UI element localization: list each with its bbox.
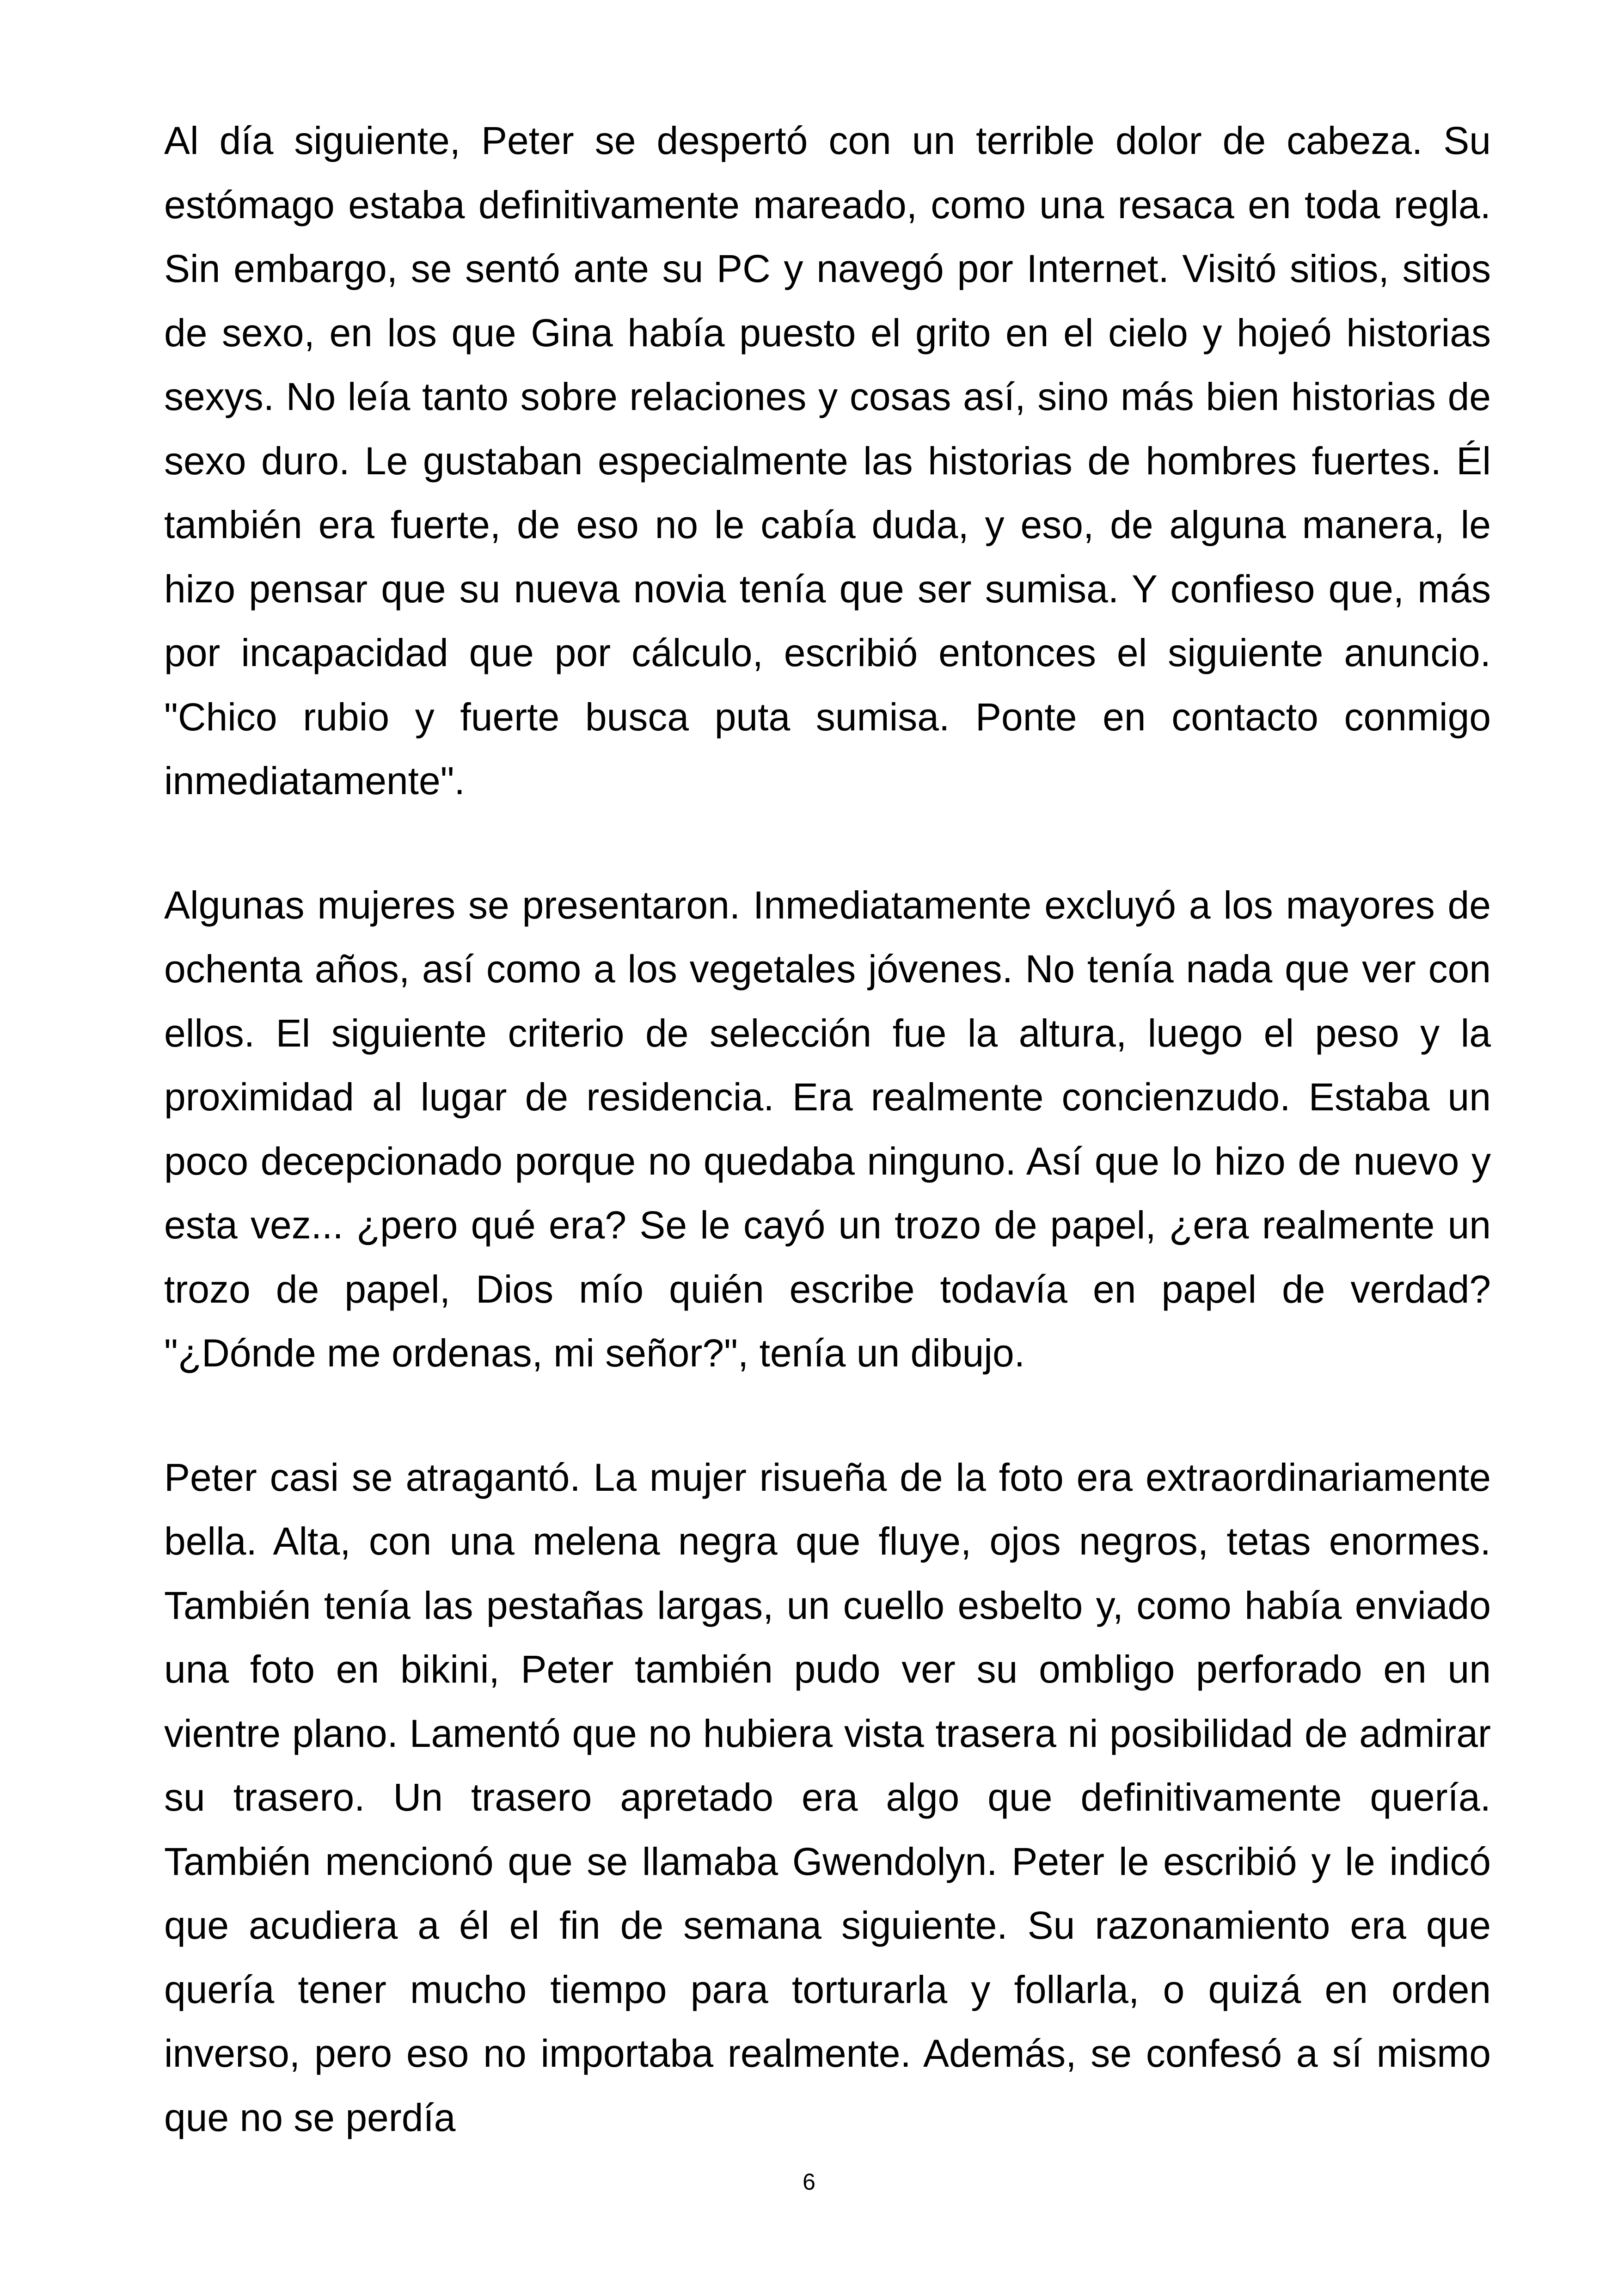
paragraph-3: Peter casi se atragantó. La mujer risueña de la foto era extraordinariamente bella. Alta, con una melena negra que fluye, ojos negros, tetas enormes. También tenía las pestañas largas, un cuello esbelto y, como había enviado una foto en bikini, Peter también pudo ver su ombligo perforado en un vientre plano. Lamentó que no hubiera vista trasera ni posibilidad de admirar su trasero. Un trasero apretado era algo que definitivamente quería. También mencionó que se llamaba Gwendolyn. Peter le escribió y le indicó que acudiera a él el fin de semana siguiente. Su razonamiento era que quería tener mucho tiempo para torturarla y follarla, o quizá en orden inverso, pero eso no importaba realmente. Además, se confesó a sí mismo que no se perdía (164, 1455, 1491, 2139)
paragraph-2: Algunas mujeres se presentaron. Inmediatamente excluyó a los mayores de ochenta años, así como a los vegetales jóvenes. No tenía nada que ver con ellos. El siguiente criterio de selección fue la altura, luego el peso y la proximidad al lugar de residencia. Era realmente concienzudo. Estaba un poco decepcionado porque no quedaba ninguno. Así que lo hizo de nuevo y esta vez... ¿pero qué era? Se le cayó un trozo de papel, ¿era realmente un trozo de papel, Dios mío quién escribe todavía en papel de verdad? "¿Dónde me ordenas, mi señor?", tenía un dibujo. (164, 883, 1491, 1375)
paragraph-1: Al día siguiente, Peter se despertó con un terrible dolor de cabeza. Su estómago estaba definitivamente mareado, como una resaca en toda regla. Sin embargo, se sentó ante su PC y navegó por Internet. Visitó sitios, sitios de sexo, en los que Gina había puesto el grito en el cielo y hojeó historias sexys. No leía tanto sobre relaciones y cosas así, sino más bien historias de sexo duro. Le gustaban especialmente las historias de hombres fuertes. Él también era fuerte, de eso no le cabía duda, y eso, de alguna manera, le hizo pensar que su nueva novia tenía que ser sumisa. Y confieso que, más por incapacidad que por cálculo, escribió entonces el siguiente anuncio. "Chico rubio y fuerte busca puta sumisa. Ponte en contacto conmigo inmediatamente". (164, 119, 1491, 802)
page-number: 6 (803, 2169, 815, 2195)
body-text (164, 109, 1491, 2149)
